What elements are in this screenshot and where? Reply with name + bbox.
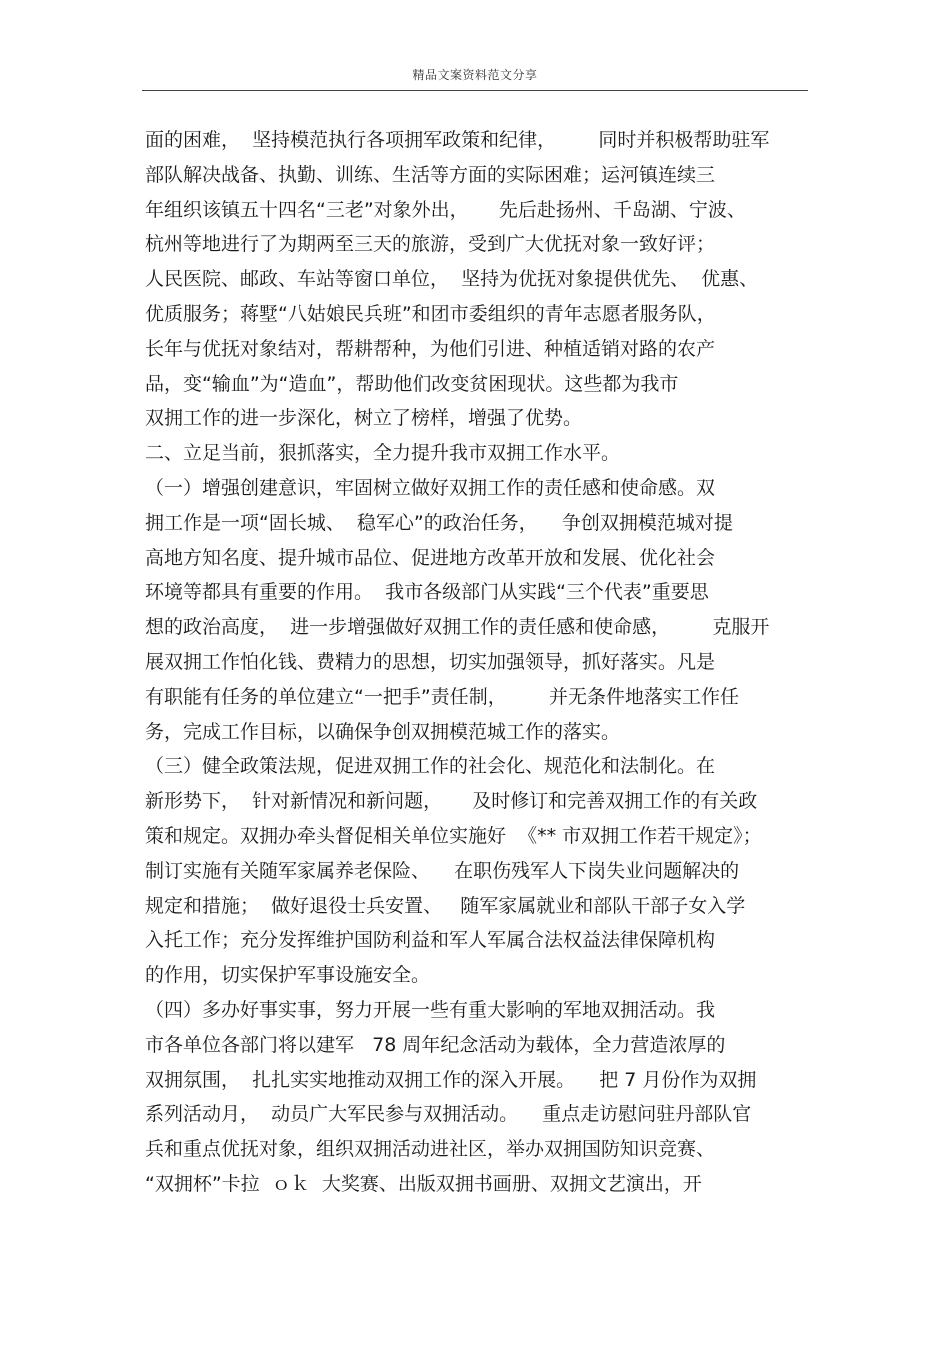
- text-line: 想的政治高度， 进一步增强做好双拥工作的责任感和使命感， 克服开: [145, 616, 770, 639]
- text-line: 市各单位各部门将以建军 78 周年纪念活动为载体，全力营造浓厚的: [145, 1033, 726, 1056]
- text-line: 双拥氛围， 扎扎实实地推动双拥工作的深入开展。 把 7 月份作为双拥: [145, 1068, 757, 1091]
- text-line: 展双拥工作怕化钱、费精力的思想，切实加强领导，抓好落实。凡是: [145, 650, 716, 673]
- text-line: 长年与优抚对象结对，帮耕帮种，为他们引进、种植适销对路的农产: [145, 337, 716, 360]
- text-line: 制订实施有关随军家属养老保险、 在职伤残军人下岗失业问题解决的: [145, 859, 740, 882]
- text-line: 的作用，切实保护军事设施安全。: [145, 964, 431, 987]
- section-heading: 二、立足当前，狠抓落实，全力提升我市双拥工作水平。: [145, 442, 621, 465]
- text-line: 品，变“输血”为“造血”，帮助他们改变贫困现状。这些都为我市: [145, 372, 679, 395]
- header-divider: [142, 90, 808, 91]
- text-line: 系列活动月， 动员广大军民参与双拥活动。 重点走访慰问驻丹部队官: [145, 1103, 752, 1126]
- text-line: （三）健全政策法规，促进双拥工作的社会化、规范化和法制化。在: [145, 755, 716, 778]
- text-line: 拥工作是一项“固长城、 稳军心”的政治任务， 争创双拥模范城对提: [145, 511, 733, 534]
- text-line: 入托工作；充分发挥维护国防利益和军人军属合法权益法律保障机构: [145, 929, 716, 952]
- text-line: 兵和重点优抚对象，组织双拥活动进社区，举办双拥国防知识竞赛、: [145, 1138, 716, 1161]
- text-line: 杭州等地进行了为期两至三天的旅游，受到广大优抚对象一致好评；: [145, 233, 716, 256]
- text-line: 双拥工作的进一步深化，树立了榜样，增强了优势。: [145, 407, 583, 430]
- text-line: 环境等都具有重要的作用。 我市各级部门从实践“三个代表”重要思: [145, 581, 709, 604]
- text-line: 有职能有任务的单位建立“一把手”责任制， 并无条件地落实工作任: [145, 685, 739, 708]
- text-line: 优质服务；蒋墅“八姑娘民兵班”和团市委组织的青年志愿者服务队，: [145, 302, 716, 325]
- text-line: 面的困难， 坚持模范执行各项拥军政策和纪律， 同时并积极帮助驻军: [145, 129, 770, 151]
- text-line: 新形势下， 针对新情况和新问题， 及时修订和完善双拥工作的有关政: [145, 790, 758, 813]
- document-body: [145, 123, 835, 1202]
- text-line: 高地方知名度、提升城市品位、促进地方改革开放和发展、优化社会: [145, 546, 716, 569]
- text-line: 规定和措施； 做好退役士兵安置、 随军家属就业和部队干部子女入学: [145, 894, 746, 917]
- page-header: 精品文案资料范文分享: [412, 68, 538, 82]
- text-line: 人民医院、邮政、车站等窗口单位， 坚持为优抚对象提供优先、 优惠、: [145, 268, 759, 291]
- text-line: 部队解决战备、执勤、训练、生活等方面的实际困难；运河镇连续三: [145, 163, 716, 186]
- text-line: （四）多办好事实事，努力开展一些有重大影响的军地双拥活动。我: [145, 998, 716, 1021]
- text-line: “双拥杯”卡拉 ｏｋ 大奖赛、出版双拥书画册、双拥文艺演出，开: [145, 1172, 702, 1195]
- text-line: （一）增强创建意识，牢固树立做好双拥工作的责任感和使命感。双: [145, 476, 716, 499]
- text-line: 年组织该镇五十四名“三老”对象外出， 先后赴扬州、千岛湖、宁波、: [145, 198, 746, 221]
- text-line: 策和规定。双拥办牵头督促相关单位实施好 《** 市双拥工作若干规定》；: [145, 824, 762, 847]
- text-line: 务，完成工作目标，以确保争创双拥模范城工作的落实。: [145, 720, 621, 743]
